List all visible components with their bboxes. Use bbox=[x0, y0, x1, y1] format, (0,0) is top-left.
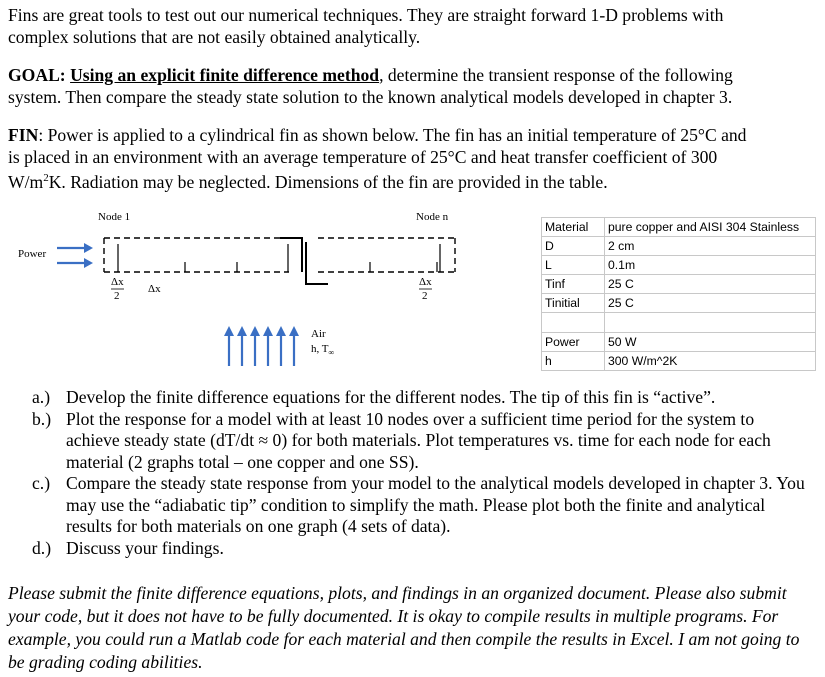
table-row bbox=[542, 333, 816, 352]
prop-key: Tinitial bbox=[542, 294, 605, 313]
t-inf-sub: ∞ bbox=[328, 348, 335, 358]
prop-key: D bbox=[542, 237, 605, 256]
fin-line-3-sup: 2 bbox=[43, 172, 49, 184]
item-text: Discuss your findings. bbox=[66, 537, 224, 558]
node-dividers bbox=[118, 244, 440, 272]
goal-method: Using an explicit finite difference method bbox=[70, 65, 380, 85]
prop-value: 25 C bbox=[605, 294, 816, 313]
goal-line-2: system. Then compare the steady state solution to the known analytical models developed in chapter 3. bbox=[8, 86, 733, 107]
dx-half-right-den: 2 bbox=[422, 290, 428, 302]
item-marker: c.) bbox=[32, 473, 51, 493]
node-n-label: Node n bbox=[416, 211, 449, 223]
dx-half-right-num: Δx bbox=[419, 276, 432, 288]
fin-break-symbol bbox=[280, 238, 328, 284]
item-text: Plot the response for a model with at least 10 nodes over a sufficient time period for the system to achieve steady state (dT/dt ≈ 0) for both materials. Plot temperatures vs. time for each node for each material (2 graphs total – one copper and one SS). bbox=[66, 408, 771, 472]
fin-line-3b: K. Radiation may be neglected. Dimensions of the fin are provided in the table. bbox=[48, 171, 608, 192]
fin-diagram-svg bbox=[0, 204, 540, 374]
item-marker: b.) bbox=[32, 408, 52, 429]
fin-line-3a: W/m bbox=[8, 171, 44, 192]
intro-line-1: Fins are great tools to test out our numerical techniques. They are straight forward 1-D problems with bbox=[8, 5, 724, 25]
fin-line-2: is placed in an environment with an average temperature of 25°C and heat transfer coefficient of 300 bbox=[8, 146, 718, 167]
prop-value: 300 W/m^2K bbox=[605, 352, 816, 371]
item-text: Develop the finite difference equations for the different nodes. The tip of this fin is “active”. bbox=[66, 387, 716, 407]
item-marker: a.) bbox=[32, 387, 51, 407]
intro-paragraph bbox=[8, 5, 820, 48]
prop-key: Tinf bbox=[542, 275, 605, 294]
fin-paragraph bbox=[8, 125, 820, 193]
prop-key: L bbox=[542, 256, 605, 275]
table-row bbox=[542, 256, 816, 275]
prop-value: 0.1m bbox=[605, 256, 816, 275]
air-label: Air bbox=[311, 328, 326, 340]
prop-value: 2 cm bbox=[605, 237, 816, 256]
item-marker: d.) bbox=[32, 537, 52, 558]
table-row-spacer bbox=[542, 313, 816, 333]
task-list bbox=[32, 387, 812, 559]
submission-note: Please submit the finite difference equations, plots, and findings in an organized document. Please also submit your code, but it does not have to be fully documented. It is okay to compile results in multiple programs. For example, you could run a Matlab code for each material and then compile the results in Excel. I am not going to be grading coding abilities. bbox=[8, 583, 800, 672]
item-text: Compare the steady state response from your model to the analytical models developed in chapter 3. You may use the “adiabatic tip” condition to simplify the math. Please plot both the finite and analytical results for both materials on one graph (4 sets of data). bbox=[66, 473, 805, 536]
table-row bbox=[542, 237, 816, 256]
prop-key: h bbox=[542, 352, 605, 371]
fin-line-1: : Power is applied to a cylindrical fin as shown below. The fin has an initial temperature of 25°C and bbox=[38, 125, 747, 145]
list-item bbox=[32, 387, 812, 409]
list-item bbox=[32, 409, 812, 474]
dx-full-label: Δx bbox=[148, 283, 161, 295]
prop-key: Power bbox=[542, 333, 605, 352]
node-1-label: Node 1 bbox=[98, 211, 131, 223]
table-row bbox=[542, 294, 816, 313]
fin-label: FIN bbox=[8, 125, 39, 145]
h-t-label bbox=[311, 343, 334, 357]
prop-value: 50 W bbox=[605, 333, 816, 352]
list-item bbox=[32, 473, 812, 538]
fin-dashed-outline bbox=[104, 238, 455, 272]
properties-table bbox=[541, 217, 816, 371]
goal-paragraph bbox=[8, 65, 820, 108]
dx-half-left-den: 2 bbox=[114, 290, 120, 302]
fin-diagram bbox=[0, 204, 540, 374]
list-item bbox=[32, 538, 812, 560]
dx-half-left-num: Δx bbox=[111, 276, 124, 288]
table-row bbox=[542, 218, 816, 237]
intro-line-2: complex solutions that are not easily obtained analytically. bbox=[8, 26, 421, 47]
h-t-text: h, T bbox=[311, 343, 329, 355]
prop-key: Material bbox=[542, 218, 605, 237]
power-label: Power bbox=[18, 248, 47, 260]
prop-value: 25 C bbox=[605, 275, 816, 294]
air-arrows-icon bbox=[224, 326, 299, 366]
goal-label: GOAL: bbox=[8, 65, 66, 85]
table-row bbox=[542, 352, 816, 371]
power-arrows-icon bbox=[57, 243, 93, 268]
prop-value: pure copper and AISI 304 Stainless bbox=[605, 218, 816, 237]
goal-rest: , determine the transient response of the following bbox=[379, 65, 733, 85]
table-row bbox=[542, 275, 816, 294]
